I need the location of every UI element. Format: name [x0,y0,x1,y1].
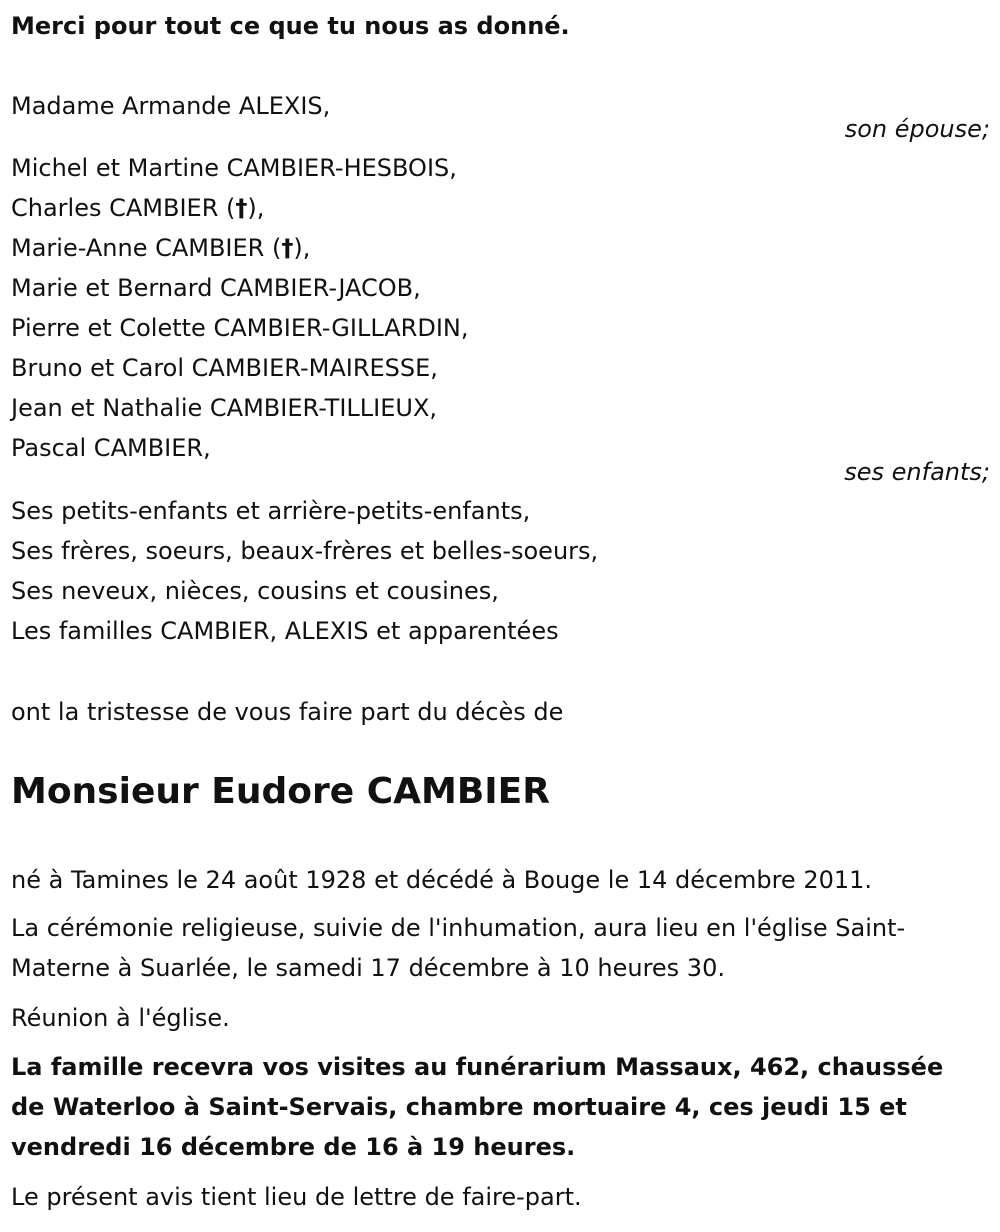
list-item: Marie-Anne CAMBIER (†), [11,234,311,262]
list-item: Jean et Nathalie CAMBIER-TILLIEUX, [11,394,438,422]
meeting-text: Réunion à l'église. [11,1004,230,1032]
notice-text: Le présent avis tient lieu de lettre de faire-part. [11,1183,582,1211]
ceremony-text-line2: Materne à Suarlée, le samedi 17 décembre à 10 heures 30. [11,954,725,982]
list-item: Ses frères, soeurs, beaux-frères et belles-soeurs, [11,537,599,565]
notice-block [11,1177,990,1217]
list-item: Bruno et Carol CAMBIER-MAIRESSE, [11,354,438,382]
ceremony-block [11,908,990,988]
spouse-role: son épouse; [844,115,990,143]
list-item: Charles CAMBIER (†), [11,194,265,222]
spouse-name: Madame Armande ALEXIS, [11,92,331,120]
visits-block [11,1047,990,1167]
relatives-list [11,491,990,651]
list-item: Ses neveux, nièces, cousins et cousines, [11,577,499,605]
list-item: Pierre et Colette CAMBIER-GILLARDIN, [11,314,469,342]
deceased-cross-icon: † [235,194,248,222]
deceased-cross-icon: † [281,234,294,262]
meeting-block [11,998,990,1038]
list-item: Les familles CAMBIER, ALEXIS et apparentées [11,617,559,645]
deceased-name: Monsieur Eudore CAMBIER [11,771,550,812]
children-list [11,148,990,468]
announcement-text: ont la tristesse de vous faire part du décès de [11,698,564,726]
children-role: ses enfants; [844,458,990,486]
visits-text-line1: La famille recevra vos visites au funérarium Massaux, 462, chaussée [11,1053,944,1081]
list-item: Michel et Martine CAMBIER-HESBOIS, [11,154,457,182]
birth-death-text: né à Tamines le 24 août 1928 et décédé à Bouge le 14 décembre 2011. [11,866,873,894]
ceremony-text-line1: La cérémonie religieuse, suivie de l'inhumation, aura lieu en l'église Saint- [11,914,906,942]
visits-text-line3: vendredi 16 décembre de 16 à 19 heures. [11,1133,576,1161]
list-item: Pascal CAMBIER, [11,434,211,462]
motto-text: Merci pour tout ce que tu nous as donné. [11,12,570,40]
spouse-block [11,86,990,126]
visits-text-line2: de Waterloo à Saint-Servais, chambre mortuaire 4, ces jeudi 15 et [11,1093,907,1121]
motto-block [11,6,990,46]
deceased-block [11,769,990,815]
announcement-block [11,692,990,732]
list-item: Marie et Bernard CAMBIER-JACOB, [11,274,421,302]
birth-death-block [11,860,990,900]
list-item: Ses petits-enfants et arrière-petits-enfants, [11,497,531,525]
